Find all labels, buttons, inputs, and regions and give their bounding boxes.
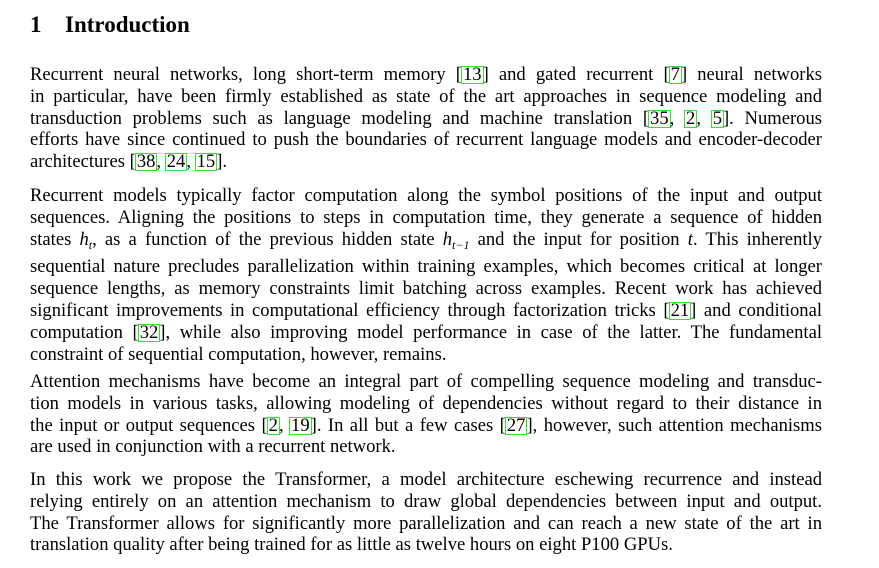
text-run: architectures [ [30, 151, 136, 173]
section-title: Introduction [65, 12, 190, 37]
math-symbol [443, 229, 470, 250]
text-line [30, 151, 822, 173]
text-run: ] and conditional [690, 299, 822, 321]
text-line [30, 344, 822, 366]
text-run: Recurrent neural networks, long short-term memory [ [30, 64, 462, 85]
text-run: Recurrent models typically factor computation along the symbol positions of the input and output [30, 185, 822, 206]
citation-link[interactable]: 24 [166, 151, 186, 173]
text-line [30, 469, 822, 491]
text-run: ], however, such attention mechanisms [526, 414, 822, 436]
text-line [30, 415, 822, 437]
text-run: tion models in various tasks, allowing modeling of dependencies without regard to their distance in [30, 392, 822, 414]
text-line [30, 300, 822, 322]
text-line [30, 185, 822, 207]
text-line [30, 64, 822, 86]
text-line [30, 534, 822, 556]
text-run: sequences. Aligning the positions to steps in computation time, they generate a sequence of hidden [30, 206, 822, 228]
citation-link[interactable]: 5 [712, 107, 722, 129]
text-run: In this work we propose the Transformer, a model architecture eschewing recurrence and instead [30, 469, 822, 490]
text-run: , [696, 107, 712, 129]
math-variable: h [442, 228, 453, 250]
text-line [30, 256, 822, 278]
text-run: and the input for position [469, 228, 688, 250]
text-run: , [186, 151, 196, 173]
text-run: transduction problems such as language modeling and machine translation [ [30, 107, 650, 129]
text-run: computation [ [30, 321, 139, 343]
text-run: , [156, 151, 166, 173]
text-run: significant improvements in computational efficiency through factorization tricks [ [30, 299, 670, 321]
text-run: translation quality after being trained for as little as twelve hours on eight P100 GPUs. [30, 534, 673, 556]
text-run: efforts have since continued to push the boundaries of recurrent language models and encoder-decoder [30, 129, 822, 151]
text-line [30, 278, 822, 300]
text-run: The Transformer allows for significantly more parallelization and can reach a new state of the art in [30, 512, 822, 534]
text-line [30, 491, 822, 513]
paragraph-recurrent-models [30, 185, 822, 365]
citation-link[interactable]: 35 [650, 107, 669, 129]
text-run: ]. In all but a few cases [ [310, 414, 506, 436]
citation-link[interactable]: 27 [506, 414, 526, 436]
text-run: ]. Numerous [722, 107, 823, 129]
text-line [30, 229, 822, 257]
paragraph-attention [30, 371, 822, 458]
text-run: the input or output sequences [ [30, 414, 268, 436]
citation-link[interactable]: 21 [670, 299, 690, 321]
text-run: , as a function of the previous hidden state [92, 228, 443, 250]
text-run: , [278, 414, 291, 436]
text-line [30, 371, 822, 393]
text-line [30, 108, 822, 130]
text-line [30, 207, 822, 229]
math-variable: t [687, 228, 693, 250]
text-run: constraint of sequential computation, however, remains. [30, 343, 447, 365]
math-subscript: t−1 [452, 237, 470, 252]
text-run: sequence lengths, as memory constraints limit batching across examples. Recent work has achieved [30, 278, 822, 300]
text-run: , [669, 107, 686, 129]
citation-link[interactable]: 2 [686, 107, 696, 129]
paragraph-transformer [30, 469, 822, 556]
text-line [30, 393, 822, 415]
citation-link[interactable]: 7 [670, 64, 680, 85]
text-run: . This inherently [692, 228, 822, 250]
section-number: 1 [30, 12, 42, 37]
text-line [30, 129, 822, 151]
text-run: ], while also improving model performance in case of the latter. The fundamental [159, 321, 822, 343]
math-symbol [79, 229, 92, 250]
text-run: ]. [216, 151, 228, 173]
text-line [30, 513, 822, 535]
citation-link[interactable]: 38 [136, 151, 156, 173]
text-run: are used in conjunction with a recurrent network. [30, 436, 396, 458]
text-run: Attention mechanisms have become an integral part of compelling sequence modeling and transduc- [30, 371, 822, 392]
text-line [30, 322, 822, 344]
citation-link[interactable]: 13 [462, 64, 482, 85]
citation-link[interactable]: 2 [268, 414, 278, 436]
citation-link[interactable]: 32 [139, 321, 159, 343]
math-variable: h [79, 228, 89, 250]
citation-link[interactable]: 19 [291, 414, 310, 436]
text-run: relying entirely on an attention mechanism to draw global dependencies between input and output. [30, 490, 822, 512]
text-line [30, 436, 822, 458]
paragraph-intro-rnn [30, 64, 822, 173]
text-run: states [30, 228, 80, 250]
text-run: ] and gated recurrent [ [482, 64, 670, 85]
text-run: in particular, have been firmly established as state of the art approaches in sequence modeling and [30, 85, 822, 107]
citation-link[interactable]: 15 [196, 151, 216, 173]
math-subscript: t [88, 237, 93, 252]
section-heading [30, 11, 190, 39]
text-line [30, 86, 822, 108]
text-run: sequential nature precludes parallelization within training examples, which becomes critical at longer [30, 256, 822, 278]
text-run: ] neural networks [680, 64, 822, 85]
